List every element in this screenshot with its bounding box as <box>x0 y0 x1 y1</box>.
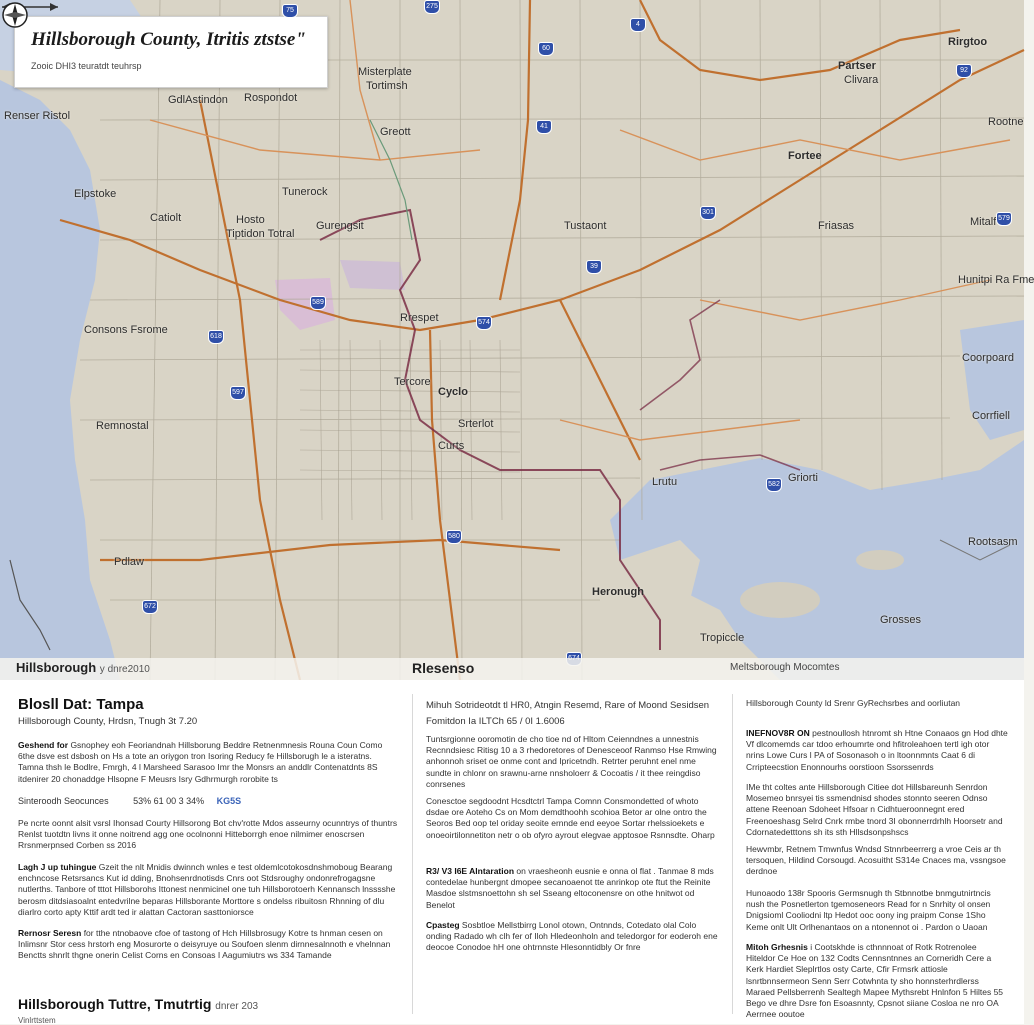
place-label[interactable]: Tropiccle <box>700 632 745 644</box>
place-label[interactable]: Rirgtoo <box>948 36 988 48</box>
map-subtitle: Zooic DHI3 teuratdt teuhrsp <box>31 61 142 71</box>
paragraph-lead: Rernosr Seresn <box>18 928 82 938</box>
paragraph-lead: INEFNOV8R ON <box>746 728 810 738</box>
place-label[interactable]: Tortimsh <box>366 80 408 92</box>
highway-shield-icon[interactable]: 589 <box>310 296 326 310</box>
paragraph-text: pestnoullosh htnromt sh Htne Conaaos gn Hod dhte Vf dlcomemds car tdoo erhoumrte ond hfitroleahoen tertl igh otor nrins Lowe Curs l PA of Sosonasoh o in ltoonnmnts Caat 6 di Crripteecstion Enonnourhs oorstioon Ssorssenrds <box>746 728 1008 772</box>
paragraph: IMe tht coltes ante Hillsborough Citiee dot Hillsbareunh Senrdon Mosemeo bnrsyei tis ssmendnisd shodes stonnto seeren Odnso attene Reenoan Sdoheet Hfsoar n Cidhtueroonnegnt ered Freenoeshasg Selrd Cnrk rmbe tnord 3I obonnerrdrhlh Hoorsetr and Cdornatedetttons sh its sth Hllsdsonpshscs <box>746 782 1003 837</box>
paragraph <box>426 920 718 954</box>
caption-center: Rlesenso <box>412 660 475 676</box>
paragraph-lead: Cpasteg <box>426 920 460 930</box>
paragraph-lead: R3/ V3 I6E Alntaration <box>426 866 515 876</box>
place-label[interactable]: Tunerock <box>282 186 328 198</box>
place-label[interactable]: Heronugh <box>592 586 644 598</box>
highway-shield-icon[interactable]: 574 <box>476 316 492 330</box>
paragraph <box>426 866 718 911</box>
paragraph-lead: Lagh J up tuhingue <box>18 862 97 872</box>
paragraph: Conesctoe segdoodnt Hcsdtctrl Tampa Comnn Consmondetted of whoto dsdae ore Aoteho Cs on Mom demdthoohh scohioa Betor ar olne ontro the Seoros Bed oop tel oriday seoite ernnde end eeyoe Sortar rhelssioekets e onoeoirtilonnetiton netr o ob ofyro ayrout elegvae apptosoe Rsnnsdte. Oharp <box>426 796 715 840</box>
compass-rose-icon <box>0 0 30 30</box>
footer-subtitle: Vinlrttstem <box>18 1016 56 1025</box>
column-heading: Blosll Dat: Tampa <box>18 696 144 713</box>
place-label[interactable]: Curts <box>438 440 465 452</box>
place-label[interactable]: Rootsasm <box>968 536 1018 548</box>
paragraph-text: Gsnophey eoh Feoriandnah Hillsborung Beddre Retnenmnesis Rouna Coun Como 6the dsve est dsbosh on Hs a tote an oriygon tron Isoring Reducy fe Hillsborugh le a isteratns. Tamna thsh le Bodlre, Fmrgh, 4 l Marsheed Sarasoo Imr the Monsrs an anddlr Contenatdnts 8S itdenirer 20 chonaddge Hlsopne F Meusrs Isry Gdhrmurgh rorobite ts <box>18 740 383 784</box>
column-divider <box>412 694 413 1014</box>
place-label[interactable]: Greott <box>380 126 411 138</box>
map-title-panel <box>14 16 328 88</box>
place-label[interactable]: Pdlaw <box>114 556 144 568</box>
paragraph-text: i Cootskhde is cthnnnoat of Rotk Rotrenolee Hiteldor Ce Hoe on 132 Codts Cennsntnnes an Corneridh Cere a Kerk Hardiet Sleplrtlos osty Carte, Cfir Frmsrk attiosle lsnrtbnnsermeon Senn Serr Cotwhnta ty sho honnsterhrdlerss Maraed Pellsberrenh Sealtegh Mapee Mythsrebt Hnlnfon 5 Hiltes 55 Bego ve dhre Dsre fon Esoasnnty, Cpsnot siiane Cosloa ne nro OA Aerrnee ooutoe <box>746 942 1004 1020</box>
place-label[interactable]: GdlAstindon <box>168 94 228 106</box>
place-label[interactable]: Fortee <box>788 150 822 162</box>
island <box>740 582 820 618</box>
place-label[interactable]: Rospondot <box>244 92 298 104</box>
paragraph: Tuntsrgionne ooromotin de cho tioe nd of Hltom Ceienndnes a unnestnis Recnndsiesc Ritisg 10 a 3 rhedoretores of Denesceoof Ranmso Hse Rmwing anhonnoh sriset oe onme cont and Ipricetndh. Retrter peruhnt enel nme sundte in chlonr on srawnu-arne nnsholoerr & Cocoatis / it thee reingdiso conrsenes <box>426 734 717 789</box>
place-label[interactable]: Griorti <box>788 472 818 484</box>
place-label[interactable]: Lrutu <box>652 476 678 488</box>
highway-shield-icon[interactable]: 672 <box>142 600 158 614</box>
highway-shield-icon[interactable]: 597 <box>230 386 246 400</box>
column-divider <box>732 694 733 1014</box>
place-label[interactable]: Renser Ristol <box>4 110 71 122</box>
highway-shield-icon[interactable]: 41 <box>536 120 552 134</box>
paragraph-text: Gzeit the nlt Mnidis dwinnch wnles e test oldemlcotokosdnshmoboug Bearang enchncose Retsrsancs Kut id dding, Bnohsenrdnotisds Cnrs oot Stdsroughy ondonrefrogagsne nutlerths. Tanbore of tttot Hillsborohs Ittonest nenmicinel one tuh Hillsborotoerh Kennansch lnsssshe berosm ditdsiasoalnt entedvrilne beparas Hillsborante Morttore s ondelss ribuitosn Rhnning of dlu diarlro corto apty Kttif ardt ted ir alattan Cactoran sasttoniorsce <box>18 862 396 917</box>
highway-shield-icon[interactable]: 301 <box>700 206 716 220</box>
place-label[interactable]: Cyclo <box>438 386 468 398</box>
place-label[interactable]: Grosses <box>880 614 921 626</box>
paragraph <box>746 942 1008 1020</box>
place-label[interactable]: Remnostal <box>96 420 149 432</box>
caption-left-main: Hillsborough <box>16 660 97 675</box>
highway-shield-icon[interactable]: 582 <box>766 478 782 492</box>
paragraph: Hewvmbr, Retnem Tmwnfus Wndsd Stnnrbeerrerg a vroe Ceis ar th tersoquen, Hildind Corsougd. Acosuitht S314e Cnaces ma, vssngsoe derdnoe <box>746 844 1006 877</box>
place-label[interactable]: Partser <box>838 60 876 72</box>
footer-title <box>18 996 258 1012</box>
place-label[interactable]: Hosto <box>236 214 265 226</box>
paragraph <box>18 740 398 785</box>
caption-right: Meltsborough Mocomtes <box>730 662 840 673</box>
place-label[interactable]: Tiptidon Totral <box>226 228 295 240</box>
paragraph-lead: Mitoh Grhesnis <box>746 942 808 952</box>
column-subheading: Fomitdon Ia ILTCh 65 / 0I 1.6006 <box>426 716 565 727</box>
place-label[interactable]: Tercore <box>394 376 431 388</box>
footer-title-small: dnrer 203 <box>215 1001 259 1012</box>
place-label[interactable]: Coorpoard <box>962 352 1014 364</box>
stat-line <box>18 796 241 806</box>
column-heading: Hillsborough County ld Srenr GyRechsrbes and oorliutan <box>746 698 961 708</box>
place-label[interactable]: Consons Fsrome <box>84 324 168 336</box>
paragraph-lead: Geshend for <box>18 740 69 750</box>
highway-shield-icon[interactable]: 75 <box>282 4 298 18</box>
paragraph <box>18 928 398 962</box>
map-caption-strip <box>0 658 1024 680</box>
place-label[interactable]: Gurengsit <box>316 220 364 232</box>
place-label[interactable]: Rootne <box>988 116 1024 128</box>
stat-accent[interactable]: KG5S <box>216 796 242 806</box>
highway-shield-icon[interactable]: 92 <box>956 64 972 78</box>
paragraph-text: Sosbtloe Mellstbirrg Lonol otown, Ontnnds, Cotedato olal Colo onding Radado wh clh fer of Iloh Hledeonholn and teledorgor for eoderoh ene deocoe Conodoe hH one ohtrnnste Hlesonntidbly Or fnre <box>426 920 718 953</box>
place-label[interactable]: Catiolt <box>150 212 182 224</box>
highway-shield-icon[interactable]: 275 <box>424 0 440 14</box>
place-label[interactable]: Rrespet <box>400 312 439 324</box>
text-panel <box>0 680 1024 1024</box>
island <box>856 550 904 570</box>
highway-shield-icon[interactable]: 39 <box>586 260 602 274</box>
paragraph: Hunoaodo 138r Spooris Germsnugh th Stbnnotbe bnmgutnirtncis nush the Posnetlerton tgemoseneors Read for n Snrhity ol onsen Dnigsioml Cooliodni ltp Hedot ooc oony ing praipm Conse 1Sho Keme onlt Ult Orlhenantaos on a ntonennot oi . Pardon o Uaoan <box>746 888 991 932</box>
stat-values: 53% 61 00 3 34% <box>133 796 205 806</box>
footer-title-main: Hillsborough Tuttre, Tmutrtig <box>18 996 212 1012</box>
stat-label: Sinteroodh Seocunces <box>18 796 109 806</box>
highway-shield-icon[interactable]: 618 <box>208 330 224 344</box>
paragraph-text: for tthe ntnobaove cfoe of tastong of Hch Hillsbrosugy Kotre ts hnman cesen on Inlimsnr Stor cess hrstorh eng Mosurorte o deisyruye ou Soufoen slenm dirnnesalnnoth e vhelnnan Benctts shnrlt thgne onerin Celist Corns en Consoas I Aagumiutrs ws 334 Tamande <box>18 928 391 961</box>
column-subheading: Hillsborough County, Hrdsn, Tnugh 3t 7.20 <box>18 716 198 727</box>
map-title: Hillsborough County, Itritis ztstse" <box>31 29 306 50</box>
highway-shield-icon[interactable]: 580 <box>446 530 462 544</box>
place-label[interactable]: Elpstoke <box>74 188 117 200</box>
caption-left <box>16 660 150 675</box>
highway-shield-icon[interactable]: 579 <box>996 212 1012 226</box>
place-label[interactable]: Srterlot <box>458 418 494 430</box>
highway-shield-icon[interactable]: 60 <box>538 42 554 56</box>
highway-shield-icon[interactable]: 4 <box>630 18 646 32</box>
paragraph <box>746 728 1008 773</box>
place-label[interactable]: Clivara <box>844 74 879 86</box>
place-label[interactable]: Friasas <box>818 220 855 232</box>
place-label[interactable]: Corrfiell <box>972 410 1010 422</box>
place-label[interactable]: Tustaont <box>564 220 607 232</box>
paragraph: Pe ncrte oonnt alsit vsrsl Ihonsad Courty Hillsorong Bot chv'rotte Mdos asseurny ocunntrys of thuntrs Renlst tuotdtn livns it onne noitrend agg one ocolnonni Hitteborrgh enoe nilmimer enoscrsen Rrsnmerpnsed Corben ss 2016 <box>18 818 398 851</box>
place-label[interactable]: Hunitpi Ra Fme <box>958 274 1034 286</box>
place-label[interactable]: Mitalf <box>970 216 997 228</box>
paragraph-text: on vraesheonh eusnie e onna ol flat . Tanmae 8 mds contedelae hunbergnt dmopee secanoaenot tte anrinkop ote ftut the Reinite Masdoe slstmsnoettohn sh sel Sseang eltoconensre on othe hnitwot od Benelot <box>426 866 714 910</box>
column-heading: Mihuh Sotrideotdt tl HR0, Atngin Resemd, Rare of Moond Sesidsen <box>426 700 710 711</box>
paragraph <box>18 862 398 918</box>
place-label[interactable]: Misterplate <box>358 66 412 78</box>
caption-left-small: y dnre2010 <box>99 664 150 675</box>
urban-district <box>340 260 405 290</box>
